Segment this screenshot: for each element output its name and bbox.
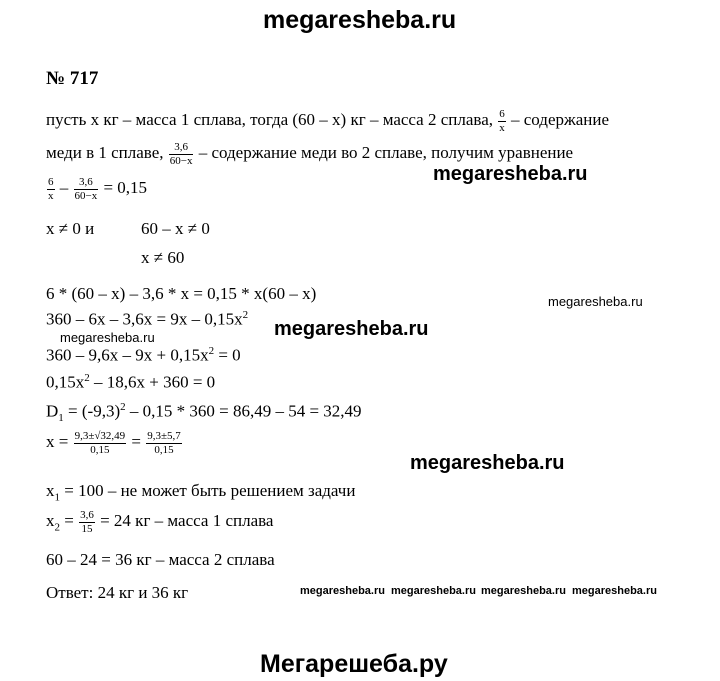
watermark-8: megaresheba.ru: [481, 585, 566, 597]
line-9: $0,15x^2 - 18,6x + 360 = 0$: [46, 372, 216, 392]
line-13: $x_2$ = $\frac{3,6}{15}$ = 24 кг – масса 1 сплава: [46, 509, 274, 535]
line-12: $x_1 = 100$ – не может быть решением задачи: [46, 481, 356, 504]
fraction-36-over-60x: $\frac{3,6}{60-x}$: [169, 141, 193, 167]
watermark-9: megaresheba.ru: [572, 585, 657, 597]
answer-line: Ответ: 24 кг и 36 кг: [46, 583, 189, 602]
line-14: 60 – 24 = 36 кг – масса 2 сплава: [46, 550, 275, 569]
line-1: пусть x кг – масса 1 сплава, тогда (60 – x) кг – масса 2 сплава, $\frac{6}{x}$ – содержание: [46, 108, 610, 134]
watermark-1: megaresheba.ru: [433, 163, 588, 185]
line-10: $D_1 = (-9,3)^2 - 0,15 * 360 = 86,49 - 54 = 32,49$: [46, 401, 362, 425]
watermark-6: megaresheba.ru: [300, 585, 385, 597]
line-3-equation: $\frac{6}{x}$ – $\frac{3,6}{60-x}$ = 0,15: [48, 176, 148, 202]
line-8: $360 - 9,6x - 9x + 0,15x^2 = 0$: [46, 345, 241, 365]
line-7: $360 - 6x - 3,6x = 9x - 0,15x^2$: [46, 309, 249, 329]
line-6: 6 * (60 – x) – 3,6 * x = 0,15 * x(60 – x): [46, 284, 317, 303]
line-2: меди в 1 сплаве, $\frac{3,6}{60-x}$ – содержание меди во 2 сплаве, получим уравнение: [46, 141, 574, 167]
watermark-7: megaresheba.ru: [391, 585, 476, 597]
header-site-name: megaresheba.ru: [263, 6, 457, 34]
line-11-roots: x = $\frac{9,3\pm√32,49}{0,15}$ = $\frac{9,3\pm 5,7}{0,15}$: [46, 430, 181, 456]
watermark-4: megaresheba.ru: [274, 318, 429, 340]
problem-number: № 717: [46, 68, 99, 89]
line-4: x ≠ 0 и: [46, 219, 95, 238]
watermark-2: megaresheba.ru: [548, 294, 643, 309]
line-5: x ≠ 60: [141, 248, 185, 267]
fraction-6-over-x: $\frac{6}{x}$: [499, 108, 505, 134]
line-4b: 60 – x ≠ 0: [141, 219, 210, 238]
watermark-3: megaresheba.ru: [60, 330, 155, 345]
watermark-5: megaresheba.ru: [410, 452, 565, 474]
footer-site-name: Мегарешеба.ру: [260, 650, 448, 678]
